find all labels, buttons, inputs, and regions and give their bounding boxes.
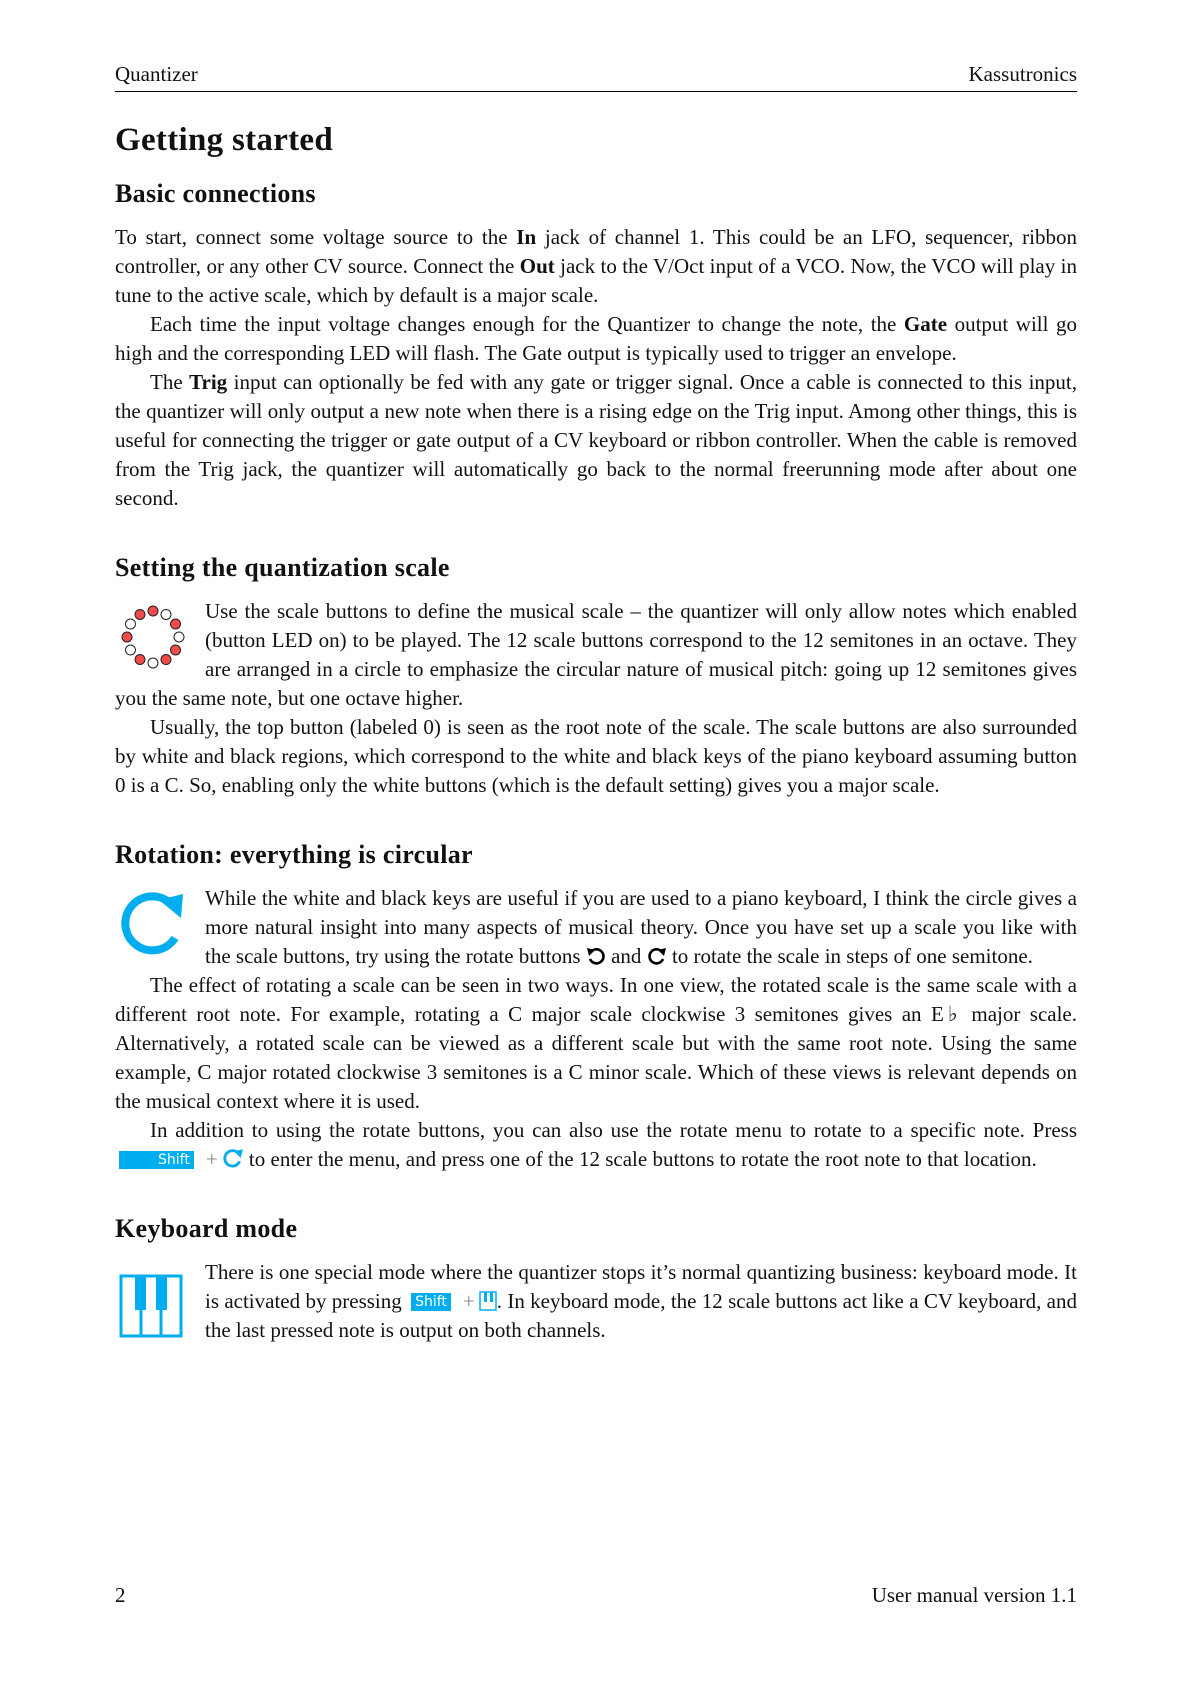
section-heading: Basic connections [115, 179, 316, 208]
paragraph: While the white and black keys are useful if you are used to a piano keyboard, I think the circle gives a more natural insight into many aspects of musical theory. Once you have set up a scale you like with the scale buttons, try using the rotate buttons and to rotate the scale in steps of one semitone. [205, 886, 1077, 968]
section-heading: Keyboard mode [115, 1214, 298, 1243]
paragraph: The Trig input can optionally be fed with any gate or trigger signal. Once a cable is connected to this input, the quantizer will only output a new note when there is a rising edge on the Trig input. Among other things, this is useful for connecting the trigger or gate output of a CV keyboard or ribbon controller. When the cable is removed from the Trig jack, the quantizer will automatically go back to the normal freerunning mode after about one second. [115, 370, 1077, 510]
rotate-clockwise-icon [647, 946, 667, 966]
rotate-clockwise-blue-icon [222, 1147, 244, 1169]
scale-button-led-7 [135, 655, 145, 665]
shift-button-glyph: Shift [411, 1293, 451, 1311]
piano-keyboard-large-icon [115, 1272, 191, 1348]
paragraph: To start, connect some voltage source to the In jack of channel 1. This could be an LFO, sequencer, ribbon controller, or any other CV source. Connect the Out jack to the V/Oct input of a VCO. Now, the VCO will play in tune to the active scale, which by default is a major scale. [115, 225, 1077, 307]
scale-button-led-1 [161, 609, 171, 619]
running-header [115, 62, 1077, 92]
paragraph: The effect of rotating a scale can be seen in two ways. In one view, the rotated scale is the same scale with a different root note. For example, rotating a C major scale clockwise 3 semitones gives an E♭ major scale. Alternatively, a rotated scale can be viewed as a different scale but with the same root note. Using the same example, C major rotated clockwise 3 semitones is a C minor scale. Which of these views is relevant depends on the musical context where it is used. [115, 973, 1077, 1113]
scale-button-led-11 [135, 609, 145, 619]
section-heading: Setting the quantization scale [115, 553, 450, 582]
paragraph: Use the scale buttons to define the musical scale – the quantizer will only allow notes which enabled (button LED on) to be played. The 12 scale buttons correspond to the 12 semitones in an octave. They are arranged in a circle to emphasize the circular nature of musical pitch: going up 12 semitones gives you the same note, but one octave higher. [115, 599, 1077, 710]
page [115, 62, 1077, 1385]
scale-button-led-3 [174, 632, 184, 642]
paragraph: Each time the input voltage changes enough for the Quantizer to change the note, the Gate output will go high and the corresponding LED will flash. The Gate output is typically used to trigger an envelope. [115, 312, 1077, 365]
section-quantization-scale [115, 553, 1077, 800]
scale-button-led-10 [125, 619, 135, 629]
rotate-counterclockwise-icon [586, 946, 606, 966]
section-heading: Rotation: everything is circular [115, 840, 473, 869]
scale-button-led-5 [161, 655, 171, 665]
header-right: Kassutronics [968, 62, 1077, 86]
page-title: Getting started [115, 122, 334, 158]
scale-button-led-9 [122, 632, 132, 642]
scale-button-led-6 [148, 658, 158, 668]
paragraph: There is one special mode where the quantizer stops it’s normal quantizing business: keyboard mode. It is activated by pressing Shift + . In keyboard mode, the 12 scale buttons act like a CV keyboard, and the last pressed note is output on both channels. [205, 1260, 1077, 1342]
scale-button-led-0 [148, 606, 158, 616]
section-basic-connections [115, 179, 1077, 513]
paragraph: Usually, the top button (labeled 0) is seen as the root note of the scale. The scale buttons are also surrounded by white and black regions, which correspond to the white and black keys of the piano keyboard assuming button 0 is a C. So, enabling only the white buttons (which is the default setting) gives you a major scale. [115, 715, 1077, 797]
scale-circle-icon [115, 599, 191, 675]
scale-button-led-2 [171, 619, 181, 629]
paragraph: In addition to using the rotate buttons, you can also use the rotate menu to rotate to a specific note. Press Shift + to enter the menu, and press one of the 12 scale buttons to rotate the root note to that location. [115, 1116, 1077, 1174]
rotate-clockwise-large-icon [115, 886, 191, 962]
page-number: 2 [115, 1583, 126, 1607]
section-keyboard-mode [115, 1214, 1077, 1345]
section-rotation [115, 840, 1077, 1174]
piano-keyboard-icon [479, 1291, 497, 1311]
scale-button-led-8 [125, 645, 135, 655]
manual-version: User manual version 1.1 [871, 1583, 1077, 1607]
shift-button-glyph: Shift [119, 1151, 194, 1169]
running-footer [115, 1583, 1077, 1608]
scale-button-led-4 [171, 645, 181, 655]
header-left: Quantizer [115, 62, 198, 86]
